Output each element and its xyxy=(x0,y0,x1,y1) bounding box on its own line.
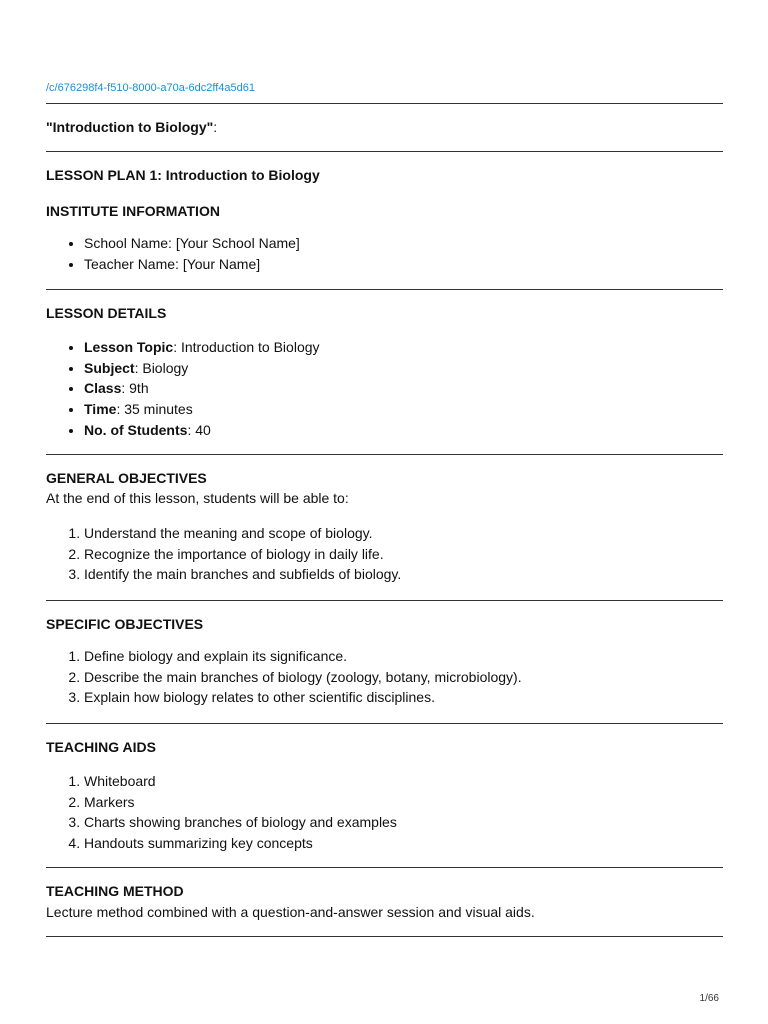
list-item: 2. Markers xyxy=(84,792,397,813)
general-objectives-list xyxy=(46,523,401,585)
detail-value: : Introduction to Biology xyxy=(173,339,320,355)
teaching-aids-list xyxy=(46,771,397,854)
detail-label: Time xyxy=(84,401,117,418)
divider xyxy=(46,936,723,937)
document-title-quoted: "Introduction to Biology" xyxy=(46,119,214,135)
general-objectives-intro: At the end of this lesson, students will be able to: xyxy=(46,490,349,506)
list-item: • School Name: [Your School Name] xyxy=(84,233,300,254)
detail-value: : Biology xyxy=(134,359,189,376)
specific-objectives-heading: SPECIFIC OBJECTIVES xyxy=(46,616,204,632)
document-title-suffix: : xyxy=(213,119,218,135)
divider xyxy=(46,723,723,724)
list-item xyxy=(84,399,320,420)
list-item: 4. Handouts summarizing key concepts xyxy=(84,833,397,854)
teaching-method-text: Lecture method combined with a question-and-answer session and visual aids. xyxy=(46,904,535,920)
detail-label: No. of Students xyxy=(84,421,188,438)
lesson-plan-heading: LESSON PLAN 1: Introduction to Biology xyxy=(46,167,320,183)
list-item: 3. Explain how biology relates to other scientific disciplines. xyxy=(84,687,522,708)
teaching-method-heading: TEACHING METHOD xyxy=(46,883,184,899)
divider xyxy=(46,867,723,868)
list-item: 1. Understand the meaning and scope of biology. xyxy=(84,523,401,544)
divider xyxy=(46,289,723,290)
page-number: 1/66 xyxy=(699,993,719,1004)
teaching-aids-heading: TEACHING AIDS xyxy=(46,739,156,755)
list-item: 1. Whiteboard xyxy=(84,771,397,792)
divider xyxy=(46,600,723,601)
lesson-details-heading: LESSON DETAILS xyxy=(46,305,167,321)
specific-objectives-list xyxy=(46,646,522,708)
institute-list xyxy=(46,233,300,274)
list-item: 2. Recognize the importance of biology in daily life. xyxy=(84,544,401,565)
divider xyxy=(46,454,723,455)
divider xyxy=(46,151,723,152)
document-title xyxy=(46,118,217,136)
institute-heading: INSTITUTE INFORMATION xyxy=(46,203,220,219)
detail-label: Class xyxy=(84,380,122,397)
list-item: 2. Describe the main branches of biology (zoology, botany, microbiology). xyxy=(84,667,522,688)
lesson-details-list xyxy=(46,337,320,441)
list-item xyxy=(84,337,320,358)
list-item xyxy=(84,358,320,379)
conversation-link[interactable]: /c/676298f4-f510-8000-a70a-6dc2ff4a5d61 xyxy=(46,82,255,94)
detail-value: : 35 minutes xyxy=(116,401,193,418)
list-item xyxy=(84,378,320,399)
detail-label: Subject xyxy=(84,359,135,376)
general-objectives-heading: GENERAL OBJECTIVES xyxy=(46,470,207,486)
list-item: 3. Charts showing branches of biology and examples xyxy=(84,812,397,833)
detail-label: Lesson Topic xyxy=(84,339,174,355)
divider xyxy=(46,103,723,104)
detail-value: : 40 xyxy=(187,421,211,438)
list-item xyxy=(84,420,320,441)
list-item: 3. Identify the main branches and subfields of biology. xyxy=(84,564,401,585)
list-item: • Teacher Name: [Your Name] xyxy=(84,254,300,275)
list-item: 1. Define biology and explain its significance. xyxy=(84,646,522,667)
detail-value: : 9th xyxy=(121,380,149,397)
